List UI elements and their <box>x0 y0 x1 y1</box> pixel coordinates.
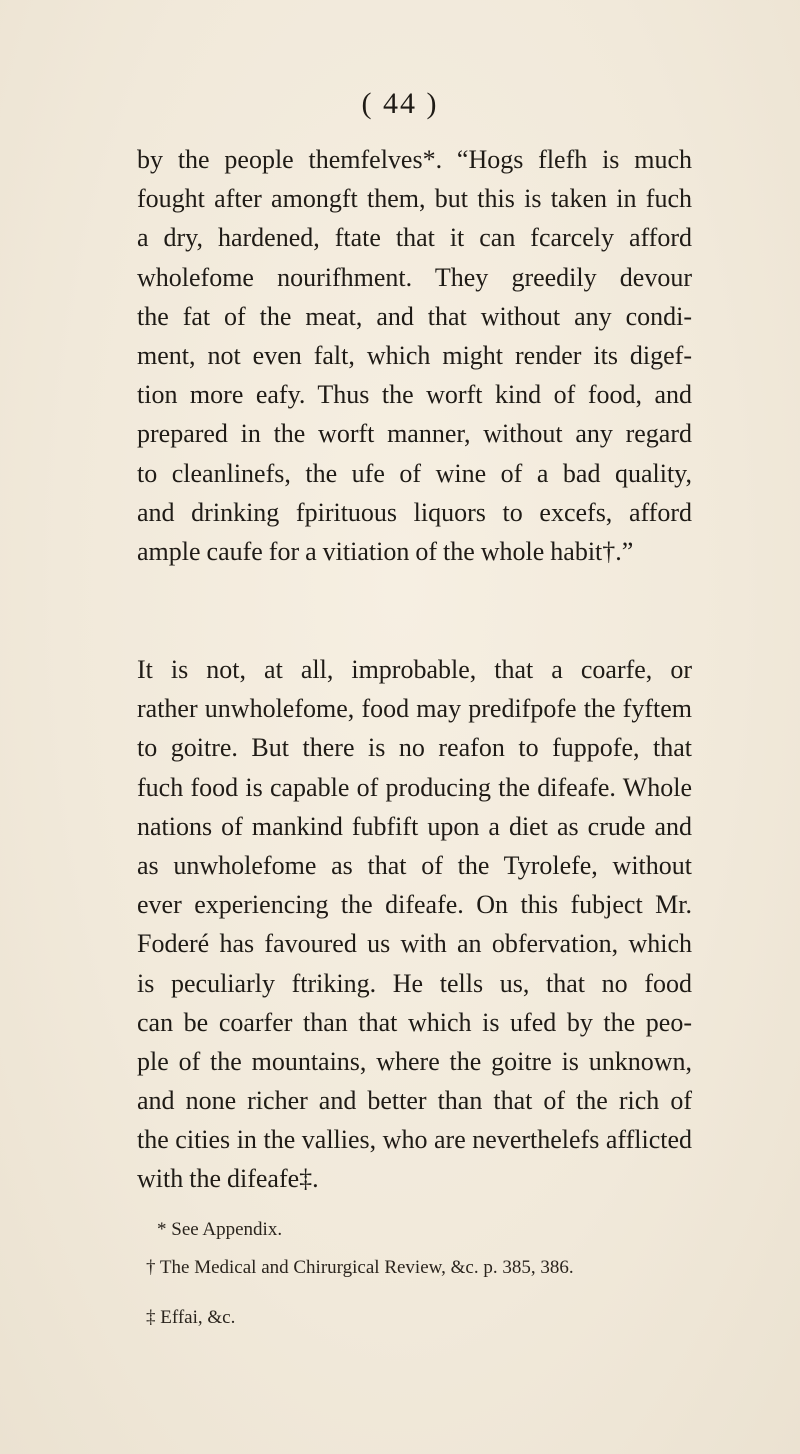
text-line: as unwholefome as that of the Tyrolefe, without <box>137 850 692 880</box>
text-line: to goitre. But there is no reafon to fuppofe, that <box>137 733 692 763</box>
text-line: ment, not even falt, which might render its digef- <box>137 340 692 370</box>
text-line: tion more eafy. Thus the worft kind of food, and <box>137 380 692 410</box>
text-line: and none richer and better than that of the rich of <box>137 1086 692 1116</box>
text-line: by the people themfelves*. “Hogs flefh is much <box>137 145 692 174</box>
paragraph-1 <box>137 140 692 571</box>
text-line: is peculiarly ftriking. He tells us, that no food <box>137 968 692 998</box>
text-line: to cleanlinefs, the ufe of wine of a bad quality, <box>137 458 692 488</box>
text-line: fuch food is capable of producing the difeafe. Whole <box>137 772 692 802</box>
text-line: It is not, at all, improbable, that a coarfe, or <box>137 655 692 684</box>
text-line: the cities in the vallies, who are neverthelefs afflicted <box>137 1125 692 1155</box>
page-number: ( 44 ) <box>361 87 439 120</box>
text-line: nations of mankind fubfift upon a diet as crude and <box>137 811 692 841</box>
text-line: the fat of the meat, and that without any condi- <box>137 301 692 331</box>
text-line: and drinking fpirituous liquors to excefs, afford <box>137 497 692 527</box>
footnote-medical-review: † The Medical and Chirurgical Review, &c. p. 385, 386. <box>146 1257 574 1278</box>
text-line: Foderé has favoured us with an obfervation, which <box>137 929 692 959</box>
text-line: with the difeafe‡. <box>137 1164 319 1194</box>
text-line: ever experiencing the difeafe. On this fubject Mr. <box>137 890 692 920</box>
text-line: can be coarfer than that which is ufed by the peo- <box>137 1007 692 1037</box>
text-line: a dry, hardened, ftate that it can fcarcely afford <box>137 223 692 253</box>
footnote-effai: ‡ Effai, &c. <box>146 1307 236 1328</box>
footnote-appendix: * See Appendix. <box>157 1219 283 1240</box>
paragraph-2 <box>137 650 692 1199</box>
text-line: rather unwholefome, food may predifpofe the fyftem <box>137 694 692 724</box>
text-line: fought after amongft them, but this is taken in fuch <box>137 184 692 214</box>
text-line: ample caufe for a vitiation of the whole habit†.” <box>137 536 634 566</box>
text-line: prepared in the worft manner, without any regard <box>137 419 692 449</box>
text-line: wholefome nourifhment. They greedily devour <box>137 262 692 292</box>
text-line: ple of the mountains, where the goitre is unknown, <box>137 1046 692 1076</box>
